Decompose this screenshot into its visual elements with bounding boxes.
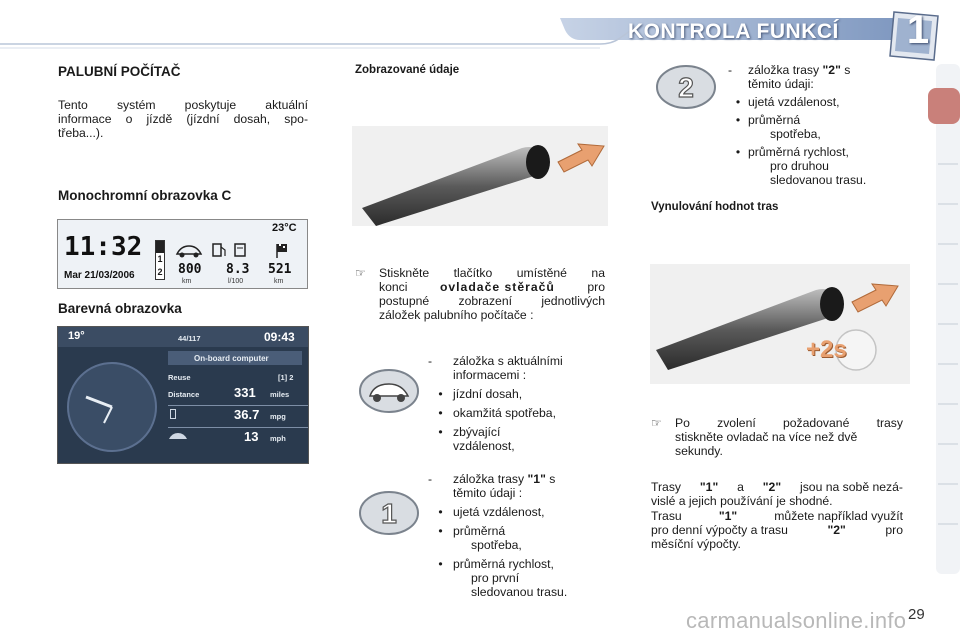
intro-paragraph: Tento systém poskytuje aktuální informace o jízdě (jízdní dosah, spo- třeba...).	[58, 98, 308, 140]
fuel-icon	[170, 409, 176, 419]
color-page-label: Reuse	[168, 373, 191, 382]
color-track: 44/117	[178, 334, 201, 343]
page-title: KONTROLA FUNKCÍ	[628, 20, 839, 43]
mono-tab-2: 2	[157, 267, 163, 277]
reset-heading: Vynulování hodnot tras	[651, 201, 779, 213]
color-display	[57, 326, 309, 464]
mono-time: 11:32	[64, 232, 143, 262]
svg-text:1: 1	[381, 498, 397, 529]
fuel-gauge-icon	[235, 244, 245, 256]
color-page-tabs: [1] 2	[278, 373, 294, 382]
mono-value-consumption: 8.3	[226, 262, 250, 277]
flag-icon	[277, 244, 287, 258]
hand-pointer-icon: ☞	[355, 266, 366, 280]
mono-tab-strip	[155, 240, 165, 280]
chapter-tabs[interactable]	[928, 64, 960, 574]
color-row-value-distance: 331	[234, 385, 256, 400]
color-row-unit-distance: miles	[270, 390, 290, 399]
divider	[168, 427, 308, 428]
car-tab-icon	[156, 241, 164, 253]
clock-icon	[64, 353, 164, 459]
mono-date: Mar 21/03/2006	[64, 270, 135, 281]
reset-instruction: ☞ Po zvolení požadované trasy stiskněte ovladač na více než dvě sekundy.	[651, 416, 903, 458]
car-icon	[177, 246, 201, 258]
trip-2-list: - záložka trasy "2" s těmito údaji: • ujetá vzdálenost, • průměrná spotřeba, • průměrná rychlost, pro druhou sledovanou trasu.	[728, 63, 867, 187]
color-row-unit-consumption: mpg	[270, 412, 286, 421]
mono-temperature: 23°C	[272, 222, 297, 234]
color-row-value-speed: 13	[244, 429, 259, 444]
watermark: carmanualsonline.info	[686, 608, 907, 633]
mono-value-distance: 521	[268, 262, 292, 277]
note-independent-trips: Trasy "1" a "2" jsou na sobě nezá- vislé a jejich používání je shodné.	[651, 480, 903, 508]
color-temp: 19°	[68, 330, 85, 342]
page-number: 29	[908, 606, 925, 623]
mono-unit-distance: km	[274, 278, 284, 285]
divider	[168, 405, 308, 406]
mono-unit-range: km	[182, 278, 192, 285]
color-time: 09:43	[264, 330, 295, 344]
trip-2-icon	[655, 64, 717, 110]
mono-display	[57, 219, 308, 289]
wiper-stalk-reset-image	[650, 264, 910, 384]
svg-text:2: 2	[678, 72, 694, 103]
mono-value-range: 800	[178, 262, 202, 277]
displayed-data-heading: Zobrazované údaje	[355, 64, 460, 76]
color-heading: Barevná obrazovka	[58, 301, 182, 316]
chapter-number: 1	[906, 8, 930, 52]
trip-1-icon	[358, 490, 420, 536]
mono-heading: Monochromní obrazovka C	[58, 188, 232, 203]
car-icon	[168, 431, 188, 441]
current-tab-list: - záložka s aktuálními informacemi : • jízdní dosah, • okamžitá spotřeba, • zbývající vzdálenost,	[428, 354, 563, 453]
instruction-press-stalk: ☞ Stiskněte tlačítko umístěné na konci ovladače stěračů pro postupné zobrazení jednotlivých záložek palubního počítače :	[355, 266, 605, 322]
fuel-pump-icon	[213, 244, 225, 256]
note-daily-monthly: Trasu "1" můžete například využít pro denní výpočty a trasu "2" pro měsíční výpočty.	[651, 509, 903, 551]
section-title: PALUBNÍ POČÍTAČ	[58, 64, 181, 79]
car-tab-icon	[358, 368, 420, 414]
wiper-stalk-image	[352, 126, 608, 226]
color-row-unit-speed: mph	[270, 434, 286, 443]
color-row-value-consumption: 36.7	[234, 407, 260, 422]
color-menu-title: On-board computer	[194, 354, 269, 363]
hand-pointer-icon: ☞	[651, 416, 662, 430]
mono-icons	[173, 240, 303, 260]
trip-1-list: - záložka trasy "1" s těmito údaji : • ujetá vzdálenost, • průměrná spotřeba, • průměrná rychlost, pro první sledovanou trasu.	[428, 472, 568, 599]
mono-unit-consumption: l/100	[228, 278, 244, 285]
hold-two-seconds-badge: +2s	[806, 336, 847, 363]
mono-tab-1: 1	[157, 254, 163, 264]
color-row-label: Distance	[168, 390, 200, 399]
